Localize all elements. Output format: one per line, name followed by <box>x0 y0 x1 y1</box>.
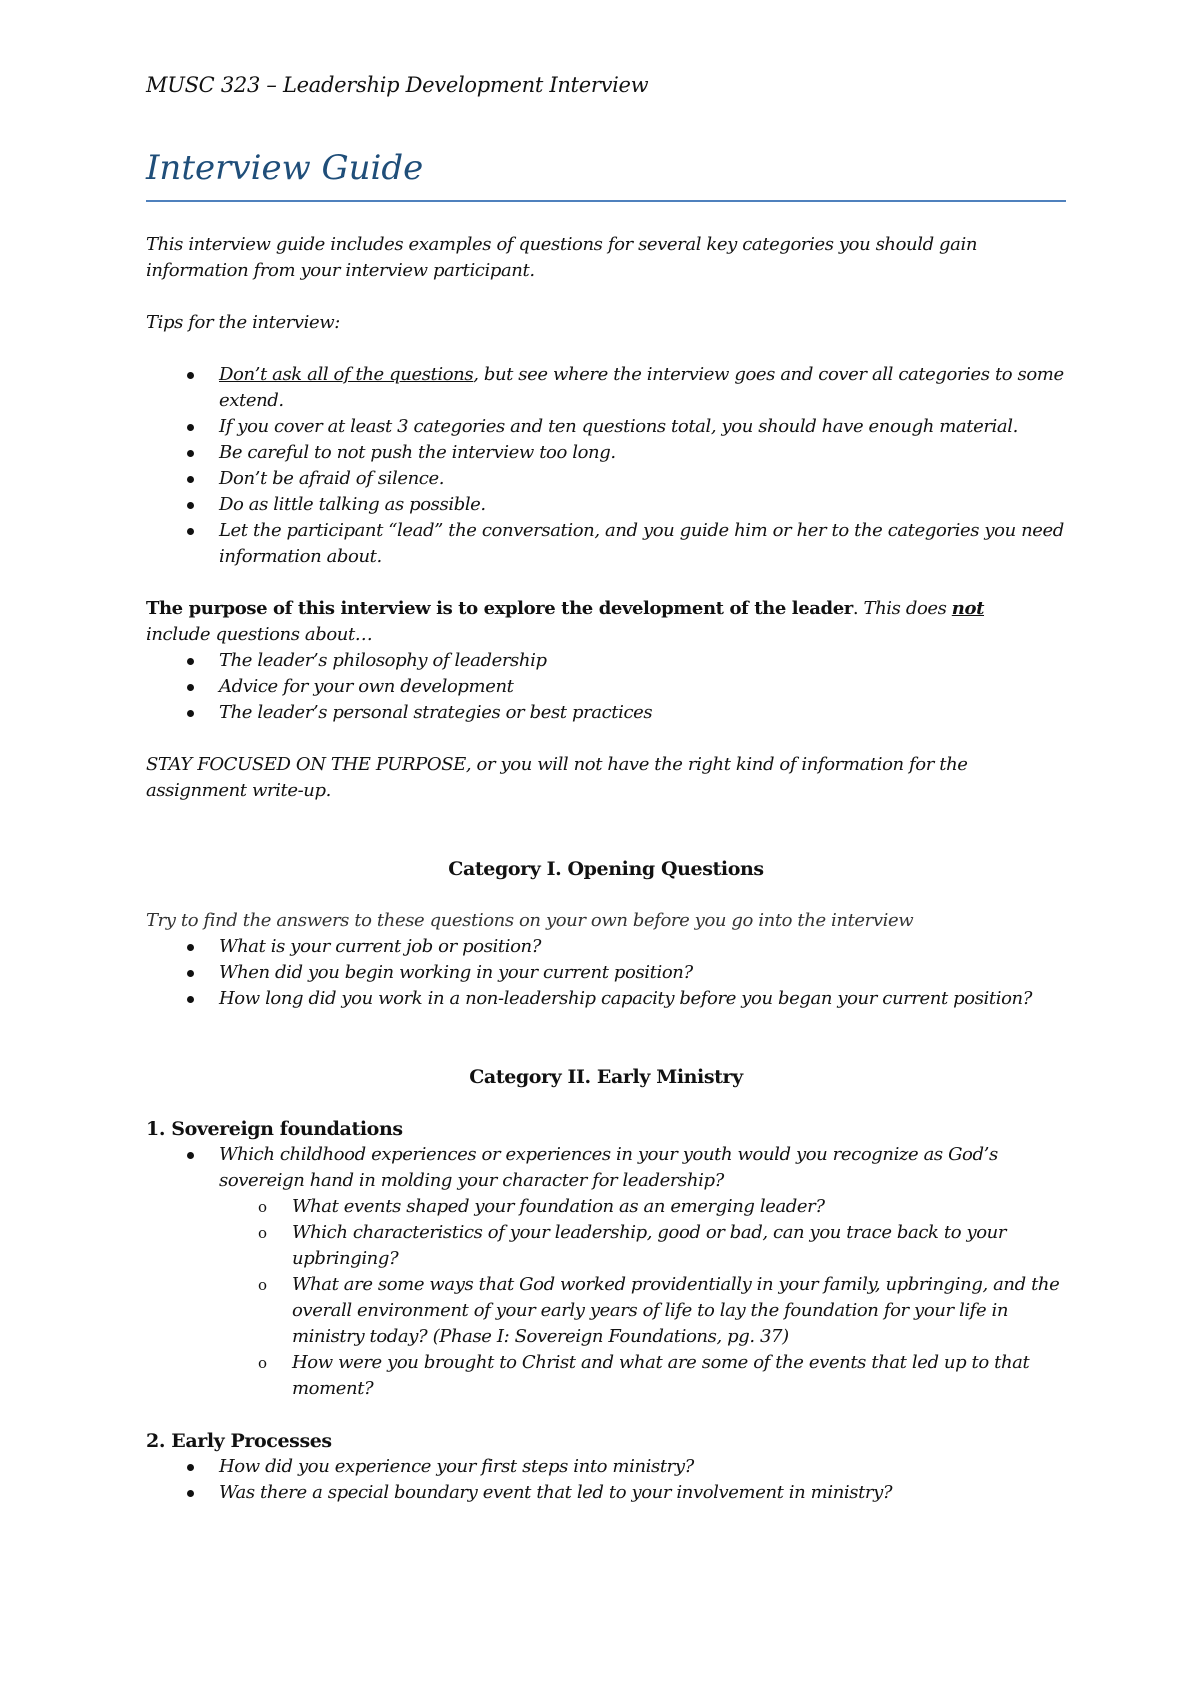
list-item: How did you experience your first steps into ministry? <box>146 1454 1066 1480</box>
category-1-note: Try to find the answers to these questions on your own before you go into the interview <box>146 910 914 931</box>
sub-list-item: o Which characteristics of your leadership, good or bad, can you trace back to your upbringing? <box>146 1220 1066 1272</box>
list-item: How long did you work in a non-leadership capacity before you began your current position? <box>146 986 1066 1012</box>
purpose-not: not <box>951 598 985 619</box>
list-item: Was there a special boundary event that led to your involvement in ministry? <box>146 1480 1066 1506</box>
list-item: Don’t be afraid of silence. <box>146 466 1066 492</box>
section-1-question: Which childhood experiences or experiences in your youth would you recognize as God’s sovereign hand in molding your character for leadership? <box>219 1144 998 1191</box>
list-item <box>146 1142 1066 1402</box>
stay-focused-note: STAY FOCUSED ON THE PURPOSE, or you will not have the right kind of information for the assignment write-up. <box>146 754 968 801</box>
category-2-heading: Category II. Early Ministry <box>469 1066 743 1088</box>
page-header: MUSC 323 – Leadership Development Interview <box>146 73 649 97</box>
section-1-list <box>146 1142 1066 1402</box>
section-2-heading: 2. Early Processes <box>146 1430 332 1452</box>
list-item: If you cover at least 3 categories and ten questions total, you should have enough material. <box>146 414 1066 440</box>
list-item: What is your current job or position? <box>146 934 1066 960</box>
section-1-sublist <box>219 1194 1066 1402</box>
section-2-list <box>146 1454 1066 1506</box>
page-title: Interview Guide <box>146 148 424 188</box>
tips-list <box>146 362 1066 570</box>
purpose-this-does: This does <box>858 598 952 619</box>
sub-list-item: o How were you brought to Christ and what are some of the events that led up to that moment? <box>146 1350 1066 1402</box>
tip-emphasis: Don’t ask all of the questions <box>219 364 474 385</box>
section-1-heading: 1. Sovereign foundations <box>146 1118 403 1140</box>
purpose-statement <box>146 596 1066 648</box>
list-item <box>146 362 1066 414</box>
list-item: The leader’s philosophy of leadership <box>146 648 1066 674</box>
sub-list-item: o What are some ways that God worked providentially in your family, upbringing, and the overall environment of your early years of life to lay the foundation for your life in ministry today? (Phase I: Sovereign Foundations, pg. 37) <box>146 1272 1066 1350</box>
list-item: Advice for your own development <box>146 674 1066 700</box>
purpose-exclusions-list <box>146 648 1066 726</box>
tip-text: , but see where the interview goes and cover all categories to some extend. <box>219 364 1064 411</box>
list-item: Do as little talking as possible. <box>146 492 1066 518</box>
purpose-rest: include questions about… <box>146 624 373 645</box>
list-item: Let the participant “lead” the conversation, and you guide him or her to the categories you need information about. <box>146 518 1066 570</box>
purpose-bold: The purpose of this interview is to explore the development of the leader <box>146 598 853 619</box>
list-item: The leader’s personal strategies or best practices <box>146 700 1066 726</box>
list-item: When did you begin working in your current position? <box>146 960 1066 986</box>
document-content <box>146 70 1066 1506</box>
sub-list-item: o What events shaped your foundation as an emerging leader? <box>146 1194 1066 1220</box>
tips-label: Tips for the interview: <box>146 312 340 333</box>
purpose-period: . <box>852 598 859 619</box>
title-divider <box>146 200 1066 202</box>
intro-paragraph: This interview guide includes examples of questions for several key categories you should gain information from your interview participant. <box>146 234 978 281</box>
category-1-list <box>146 934 1066 1012</box>
list-item: Be careful to not push the interview too long. <box>146 440 1066 466</box>
category-1-heading: Category I. Opening Questions <box>448 858 764 880</box>
